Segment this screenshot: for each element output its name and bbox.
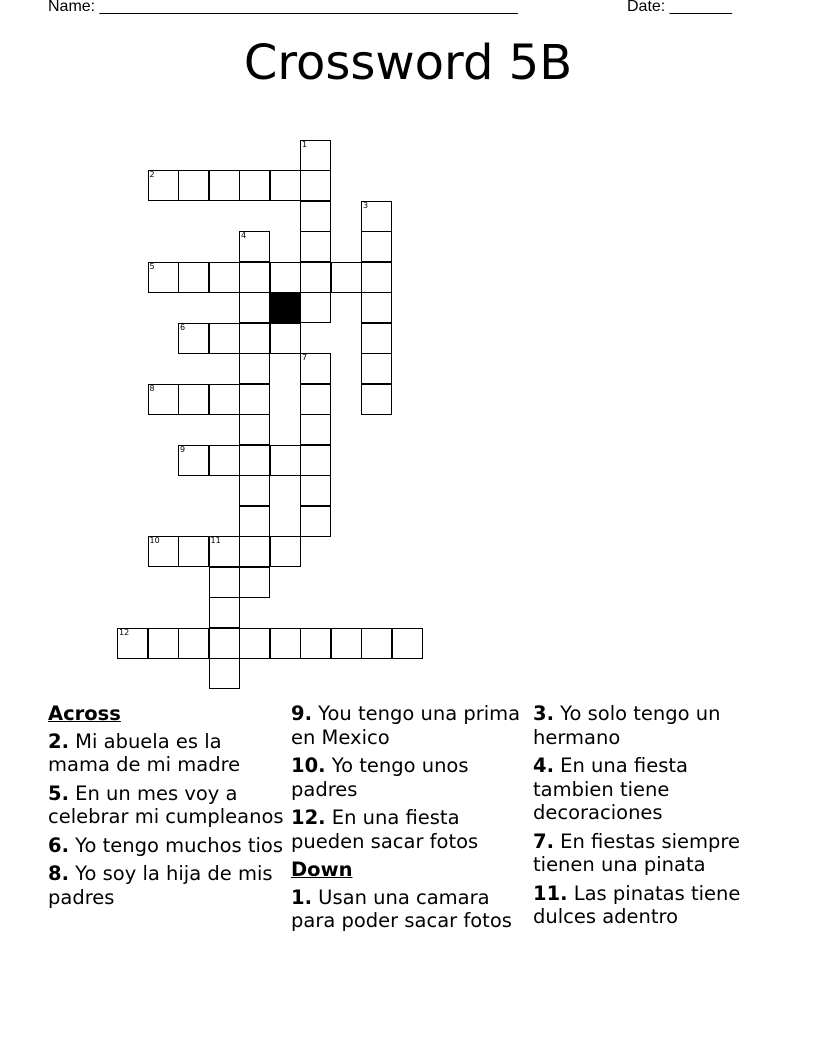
- clue-item: [48, 862, 288, 909]
- crossword-cell[interactable]: [361, 231, 392, 262]
- across-clue-list: [48, 730, 288, 910]
- crossword-cell[interactable]: [178, 536, 209, 567]
- crossword-cell[interactable]: [178, 445, 209, 476]
- crossword-cell[interactable]: [270, 262, 301, 293]
- clue-item: [291, 886, 531, 933]
- crossword-cell[interactable]: [270, 170, 301, 201]
- clue-item: [291, 754, 531, 801]
- crossword-cell[interactable]: [209, 567, 240, 598]
- clue-text: En fiestas siempre tienen una pinata: [533, 829, 740, 876]
- crossword-cell[interactable]: [239, 262, 270, 293]
- across-clue-list-cont: [291, 702, 531, 853]
- crossword-cell[interactable]: [239, 475, 270, 506]
- clue-text: Yo solo tengo un hermano: [533, 702, 721, 749]
- clue-item: [533, 882, 773, 929]
- crossword-cell[interactable]: [178, 384, 209, 415]
- clue-text: En un mes voy a celebrar mi cumpleanos: [48, 781, 284, 828]
- clue-number: 10: [149, 536, 160, 545]
- clue-number-label: 3.: [533, 702, 554, 725]
- crossword-cell[interactable]: [209, 445, 240, 476]
- clue-number: 9: [180, 444, 186, 454]
- crossword-cell[interactable]: [148, 628, 179, 659]
- crossword-cell[interactable]: [270, 323, 301, 354]
- crossword-cell[interactable]: [239, 445, 270, 476]
- crossword-cell[interactable]: [209, 628, 240, 659]
- name-field-label: Name: _______________________________________________: [48, 0, 518, 15]
- crossword-cell[interactable]: [300, 140, 331, 171]
- crossword-cell[interactable]: [209, 536, 240, 567]
- crossword-cell[interactable]: [300, 262, 331, 293]
- crossword-cell[interactable]: [239, 292, 270, 323]
- clue-item: [291, 806, 531, 853]
- clue-item: [533, 702, 773, 749]
- crossword-cell[interactable]: [239, 536, 270, 567]
- crossword-cell[interactable]: [331, 262, 362, 293]
- crossword-cell[interactable]: [239, 506, 270, 537]
- crossword-cell[interactable]: [209, 262, 240, 293]
- clue-item: [533, 830, 773, 877]
- crossword-cell[interactable]: [300, 445, 331, 476]
- crossword-cell[interactable]: [148, 384, 179, 415]
- crossword-cell[interactable]: [239, 414, 270, 445]
- crossword-cell[interactable]: [361, 628, 392, 659]
- clue-text: En una fiesta pueden sacar fotos: [291, 806, 479, 853]
- clue-number-label: 12.: [291, 806, 326, 829]
- clue-text: Yo soy la hija de mis padres: [48, 862, 273, 909]
- clue-number-label: 9.: [291, 702, 312, 725]
- clue-number: 3: [363, 200, 369, 210]
- crossword-cell[interactable]: [209, 597, 240, 628]
- crossword-cell[interactable]: [392, 628, 423, 659]
- clue-number-label: 8.: [48, 862, 69, 885]
- clue-number: 1: [302, 139, 308, 149]
- clue-text: Las pinatas tiene dulces adentro: [533, 881, 741, 928]
- date-field-label: Date: _______: [627, 0, 732, 15]
- clue-number-label: 2.: [48, 729, 69, 753]
- crossword-cell[interactable]: [300, 231, 331, 262]
- clue-number: 11: [210, 536, 221, 545]
- crossword-cell[interactable]: [300, 353, 331, 384]
- clue-number-label: 4.: [533, 754, 554, 777]
- clue-number: 12: [119, 627, 130, 637]
- crossword-cell[interactable]: [148, 536, 179, 567]
- clue-column-3: [533, 702, 773, 934]
- down-heading: Down: [291, 858, 353, 881]
- clue-text: Mi abuela es la mama de mi madre: [48, 729, 241, 776]
- crossword-cell[interactable]: [239, 353, 270, 384]
- down-clue-list: [291, 886, 531, 933]
- clue-number: 8: [149, 383, 155, 393]
- across-heading: Across: [48, 702, 121, 725]
- clue-number: 4: [241, 231, 247, 240]
- crossword-cell[interactable]: [148, 170, 179, 201]
- crossword-cell[interactable]: [239, 567, 270, 598]
- clue-text: You tengo una prima en Mexico: [291, 702, 521, 749]
- crossword-black-cell: [270, 292, 301, 323]
- crossword-cell[interactable]: [331, 628, 362, 659]
- crossword-cell[interactable]: [300, 475, 331, 506]
- clue-number-label: 11.: [533, 881, 568, 905]
- crossword-cell[interactable]: [361, 353, 392, 384]
- crossword-cell[interactable]: [300, 628, 331, 659]
- clue-text: Yo tengo muchos tios: [68, 833, 284, 857]
- crossword-cell[interactable]: [300, 170, 331, 201]
- clue-number-label: 6.: [48, 833, 69, 857]
- clue-number-label: 5.: [48, 781, 69, 805]
- crossword-cell[interactable]: [209, 658, 240, 689]
- crossword-cell[interactable]: [209, 170, 240, 201]
- clue-column-2: [291, 702, 531, 938]
- crossword-cell[interactable]: [361, 201, 392, 232]
- clue-item: [533, 754, 773, 825]
- crossword-cell[interactable]: [300, 292, 331, 323]
- crossword-cell[interactable]: [300, 414, 331, 445]
- crossword-cell[interactable]: [178, 262, 209, 293]
- crossword-cell[interactable]: [361, 323, 392, 354]
- crossword-cell[interactable]: [239, 323, 270, 354]
- clue-number-label: 10.: [291, 754, 326, 777]
- clue-text: Usan una camara para poder sacar fotos: [291, 885, 512, 932]
- crossword-cell[interactable]: [270, 628, 301, 659]
- down-clue-list-cont: [533, 702, 773, 929]
- clue-number: 2: [149, 170, 155, 179]
- crossword-cell[interactable]: [148, 262, 179, 293]
- crossword-cell[interactable]: [178, 628, 209, 659]
- crossword-cell[interactable]: [209, 323, 240, 354]
- clue-text: En una fiesta tambien tiene decoraciones: [533, 754, 688, 824]
- crossword-cell[interactable]: [361, 292, 392, 323]
- crossword-cell[interactable]: [178, 323, 209, 354]
- clue-text: Yo tengo unos padres: [291, 754, 469, 801]
- clue-item: [48, 782, 288, 829]
- clue-number: 7: [302, 353, 308, 362]
- crossword-cell[interactable]: [270, 445, 301, 476]
- clue-item: [48, 834, 288, 858]
- clue-number: 6: [180, 322, 186, 332]
- clue-number-label: 1.: [291, 885, 312, 909]
- crossword-cell[interactable]: [209, 384, 240, 415]
- crossword-cell[interactable]: [239, 170, 270, 201]
- clue-number: 5: [149, 261, 155, 271]
- clue-number-label: 7.: [533, 829, 554, 853]
- crossword-cell[interactable]: [239, 384, 270, 415]
- crossword-cell[interactable]: [117, 628, 148, 659]
- crossword-cell[interactable]: [239, 628, 270, 659]
- crossword-cell[interactable]: [270, 536, 301, 567]
- crossword-cell[interactable]: [361, 384, 392, 415]
- clue-item: [291, 702, 531, 749]
- clue-column-1: [48, 702, 288, 914]
- crossword-cell[interactable]: [178, 170, 209, 201]
- crossword-cell[interactable]: [361, 262, 392, 293]
- crossword-cell[interactable]: [300, 506, 331, 537]
- crossword-cell[interactable]: [239, 231, 270, 262]
- clue-item: [48, 730, 288, 777]
- page-title: Crossword 5B: [243, 35, 573, 91]
- crossword-cell[interactable]: [300, 384, 331, 415]
- crossword-cell[interactable]: [300, 201, 331, 232]
